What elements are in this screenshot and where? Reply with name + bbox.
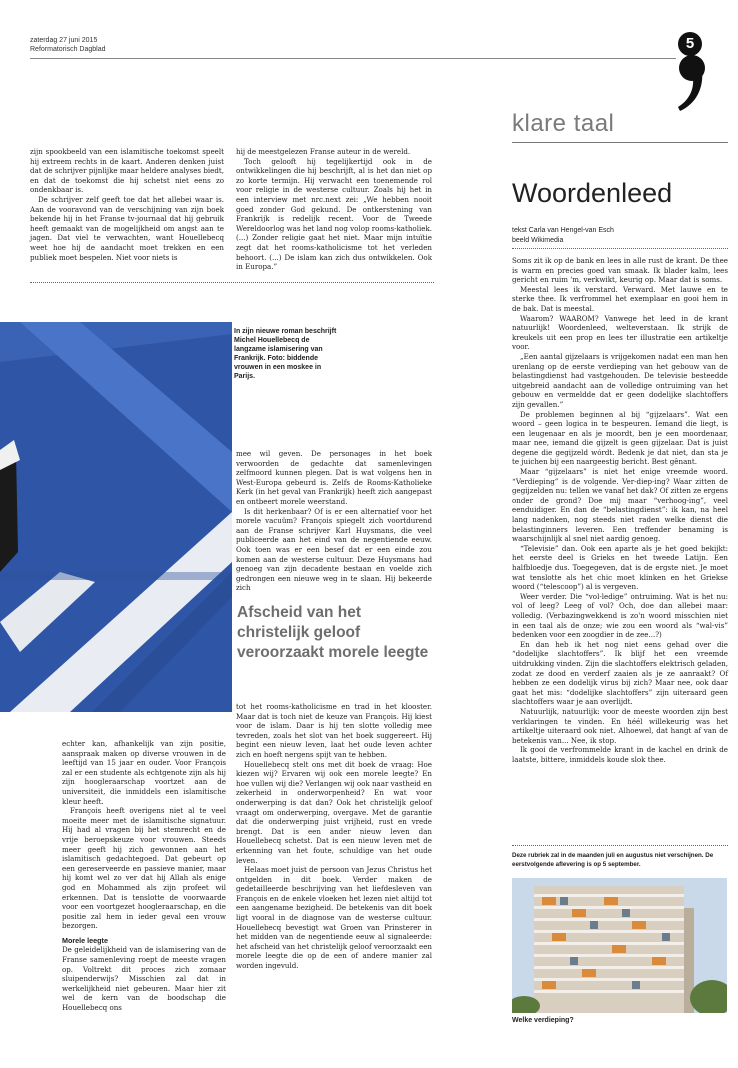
paragraph: zijn spookbeeld van een islamitische toekomst speelt hij extreem rechts in de kaart. Anderen denken juist dat de schrijver pijnlijke maar heldere analyses biedt, en dat de toekomst die hij schetst niet eens zo ondenkbaar is. — [30, 147, 224, 195]
paragraph: Waarom? WAAROM? Vanwege het leed in de krant natuurlijk! Woordenleed, welteverstaan. Ik strijk de kreukels uit een prop en lees ter illustratie een artikeltje voor. — [512, 313, 728, 352]
paragraph: Natuurlijk, natuurlijk: voor de meeste woorden zijn best verklaringen te vinden. En héél willekeurig was het artikeltje uiteraard ook niet. Alhoewel, dat hangt af van de betekenis van... Nee, ik stop. — [512, 706, 728, 745]
section-rule — [512, 142, 728, 143]
credit-text: tekst Carla van Hengel-van Esch — [512, 227, 614, 234]
paragraph: echter kan, afhankelijk van zijn positie, aanspraak maken op diverse vrouwen in de leeftijd van 15 jaar en ouder. Voor François zal er een studente als echtgenote zijn als hij zijn hoogleraarschap voortzet aan de universiteit, die inmiddels een islamitische kleur heeft. — [62, 739, 226, 806]
paragraph: Soms zit ik op de bank en lees in alle rust de krant. De thee is warm en precies goed van smaak. Ik blader kalm, lees gericht en ruim 'm, verkwikt, keurig op. Maar dat is soms. — [512, 256, 728, 285]
dotted-divider — [512, 248, 728, 249]
article-col1-top — [30, 147, 224, 262]
column-title: Woordenleed — [512, 178, 673, 208]
paragraph: Maar “gijzelaars” is niet het enige vreemde woord. “Verdieping” is de volgende. Ver-diep-ing? Waar zitten de gegijzelden nu: tellen we vanaf het dak? Of zitten ze ergens onder de grond? Doe mij maar “verhoog-ing”, veel eenduidiger. En dan de “belastingdienst”: ik kan, na heel lang nadenken, nog steeds niet raden welke dienst die belastinginners leveren. Een treffender benaming is waarschijnlijk al snel niet aardig genoeg. — [512, 467, 728, 544]
paragraph: De geleidelijkheid van de islamisering van de Franse samenleving roept de meeste vragen op. Voltrekt dit proces zich zomaar sluipenderwijs? Misschien zal dat in werkelijkheid niet gebeuren. Maar hier zit wel de kern van de boodschap die Houellebecq ons — [62, 945, 226, 1013]
header-paper: Reformatorisch Dagblad — [30, 46, 106, 53]
header-rule — [30, 58, 676, 59]
paragraph: Toch gelooft hij tegelijkertijd ook in de ontwikkelingen die hij beschrijft, al is het dan niet op zo korte termijn. Hij verwacht een toenemende rol voor religie in de westerse cultuur. Zoals hij het in een interview met nrc.next zei: „We hebben nooit goed zonder God gekund. De ontkerstening van Frankrijk is redelijk recent. Voor de Tweede Wereldoorlog was het land nog volop rooms-katholiek. (...) Zonder religie gaat het niet. Maar mijn intuïtie zegt dat het rooms-katholicisme tot het verleden behoort. (...) De islam kan zich dus ontwikkelen. Ook in Europa.” — [236, 156, 432, 272]
paragraph: hij de meestgelezen Franse auteur in de wereld. — [236, 147, 411, 156]
comma-logo-icon — [672, 48, 712, 112]
article-col1-bottom — [62, 739, 226, 1013]
column-body — [512, 256, 728, 764]
apartment-photo — [512, 878, 727, 1013]
dotted-divider — [512, 845, 728, 846]
paragraph: Ik gooi de verfrommelde krant in de kachel en drink de laatste, bittere, inmiddels koude slok thee. — [512, 745, 728, 764]
pull-quote: Afscheid van het christelijk geloof veroorzaakt morele leegte — [237, 604, 429, 661]
paragraph: mee wil geven. De personages in het boek verwoorden de gedachte dat samenlevingen zelfmoord kunnen plegen. Dat is wat volgens hen in West-Europa gebeurd is. Zelfs de Rooms-Katholieke Kerk (in het geval van Frankrijk) heeft zich aangepast en ontbeert morele weerstand. — [236, 449, 432, 506]
credit-image: beeld Wikimedia — [512, 237, 564, 244]
article-col2-top — [236, 147, 432, 272]
paragraph: Houellebecq stelt ons met dit boek de vraag: Hoe kiezen wij? Ervaren wij ook een morele leegte? En hoe vullen wij die? Verlangen wij ook naar vastheid en zekerheid in onderworpenheid? En wat voor onderwerping is dat dan? Ook het christelijk geloof vraagt om onderwerping, overgave. Met de garantie dat die onderwerping juist vrijheid, rust en vrede brengt. Dat is een ander nieuw leven dan Houellebecq schetst. Dat is een nieuw leven met de erkenning van het foute, schuldige van het oude leven. — [236, 759, 432, 865]
paragraph: „Een aantal gijzelaars is vrijgekomen nadat een man hen urenlang op de eerste verdieping van het gebouw van de belastingdienst had vastgehouden. De televisie besteedde uitgebreid aandacht aan de volledige ontruiming van het gebouw en vermeldde dat er geen dodelijke slachtoffers zijn gevallen.” — [512, 351, 728, 409]
photo-caption: In zijn nieuwe roman beschrijft Michel Houellebecq de langzame islamisering van Frankrijk. Foto: biddende vrouwen in een moskee in Parijs. — [234, 328, 337, 380]
prayer-carpet-illustration — [0, 322, 232, 712]
page-header — [30, 36, 105, 54]
paragraph: En dan heb ik het nog niet eens gehad over die “dodelijke slachtoffers”. Ik blijf het een vreemde uitdrukking vinden. Zijn die slachtoffers elektrisch geladen, zodat ze dood en verderf zaaien als je ze aanraakt? Of hebben ze een dodelijk virus bij zich? Maar nee, ook daar gaat het mis: “dodelijke slachtoffers” zijn uiteraard geen slachtoffers waar je aan overlijdt. — [512, 639, 728, 707]
article-col2-mid — [236, 449, 432, 593]
paragraph: “Televisie” dan. Ook een aparte als je het goed bekijkt: het eerste deel is Grieks en het tweede Latijn. Een halfbloedje dus. Toegegeven, dat is de ergste niet. Je moet wat tenslotte als het chic moet klinken en het Griekse woord (“telescoop”) al is vergeven. — [512, 543, 728, 592]
subhead: Morele leegte — [62, 935, 108, 945]
mosque-photo — [0, 322, 232, 712]
section-label: klare taal — [512, 110, 615, 137]
article-col2-bottom — [236, 702, 432, 971]
page-number: 5 — [678, 32, 702, 56]
paragraph: François heeft overigens niet al te veel moeite meer met de islamitische signatuur. Hij had al vragen bij het stemrecht en de vrije beroepskeuze voor vrouwen. Steeds meer geeft hij zich gewonnen aan het islamitisch gedachtegoed. Dat gebeurt op een gereserveerde en passieve manier, maar hij komt wel zo ver dat hij Allah als enige god en Mohammed als zijn profeet wil erkennen. Dat is tenslotte de voorwaarde voor een voortgezet hoogleraarschap, en die positie zal hem in ieder geval een vrouw bezorgen. — [62, 806, 226, 931]
paragraph: Helaas moet juist de persoon van Jezus Christus het ontgelden in dit boek. Verder maken de gedetailleerde beschrijving van het liefdesleven van François en de enkele vloeken het lezen niet altijd tot een aangename bezigheid. De betekenis van dit boek ligt vooral in de diagnose van de westerse cultuur. Houellebecq bevestigt wat Groen van Prinsterer in het midden van de negentiende eeuw al signaleerde: het afscheid van het christelijk geloof veroorzaakt een morele leegte die op de een of andere manier zal worden ingevuld. — [236, 865, 432, 971]
paragraph: Meestal lees ik verstard. Verward. Met lauwe en te sterke thee. Ik verfrommel het exemplaar en gooi hem in de bak. Dat is meestal. — [512, 284, 728, 313]
paragraph: De schrijver zelf geeft toe dat het allebei waar is. Aan de vooravond van de verschijning van zijn boek bekende hij in het Franse tv-journaal dat hij gebruik heeft gemaakt van de mogelijkheid om angst aan te jagen. Dat viel te verwachten, want Houellebecq weet hoe hij de aandacht moet trekken en een publiek moet bespelen. Niet voor niets is — [30, 194, 224, 262]
apartment-photo-caption: Welke verdieping? — [512, 1017, 574, 1024]
paragraph: tot het rooms-katholicisme en trad in het klooster. Maar dat is toch niet de keuze van François. Hij kiest voor de islam. Daar is hij ten slotte volledig mee tevreden, zoals het slot van het boek suggereert. Hij begint een nieuw leven, laat het oude leven achter zich en hoeft nergens spijt van te hebben. — [236, 702, 432, 759]
column-credits — [512, 226, 614, 246]
paragraph: Is dit herkenbaar? Of is er een alternatief voor het morele vacuüm? François spiegelt zich voortdurend aan de Franse schrijver Karl Huysmans, die veel publiceerde aan het eind van de negentiende eeuw. Ook toen was er een besef dat er een einde zou komen aan de westerse cultuur. Deze Huysmans had genoeg van zijn decadente bestaan en voelde zich gedrongen een nieuwe weg in te slaan. Hij bekeerde zich — [236, 506, 432, 593]
publication-note: Deze rubriek zal in de maanden juli en augustus niet verschijnen. De eerstvolgende aflevering is op 5 september. — [512, 852, 714, 868]
dotted-divider — [30, 282, 434, 283]
header-date: zaterdag 27 juni 2015 — [30, 37, 98, 44]
paragraph: De problemen beginnen al bij “gijzelaars”. Wat een woord – geen logica in te bespeuren. Iemand die liegt, is een leugenaar en als je moordt, ben je een moordenaar, maar nee, iemand die gijzelt is geen gijzelaar. Dat is juist degene die gegijzeld wórdt. Bedenk je dat niet, dan sta je te juichen bij een naargeestig bericht. Best gênant. — [512, 409, 728, 467]
paragraph: Weer verder. Die “vol-ledige” ontruiming. Wat is het nu: vol of leeg? Leeg of vol? Och, doe dan allebei maar: volledig. (Verbazingwekkend is zo'n woord misschien niet in een taal als de onze; wie zou een woord als “wal-vis” bedenken voor een zoogdier in de zee...?) — [512, 591, 728, 640]
apartment-building-illustration — [512, 878, 727, 1013]
